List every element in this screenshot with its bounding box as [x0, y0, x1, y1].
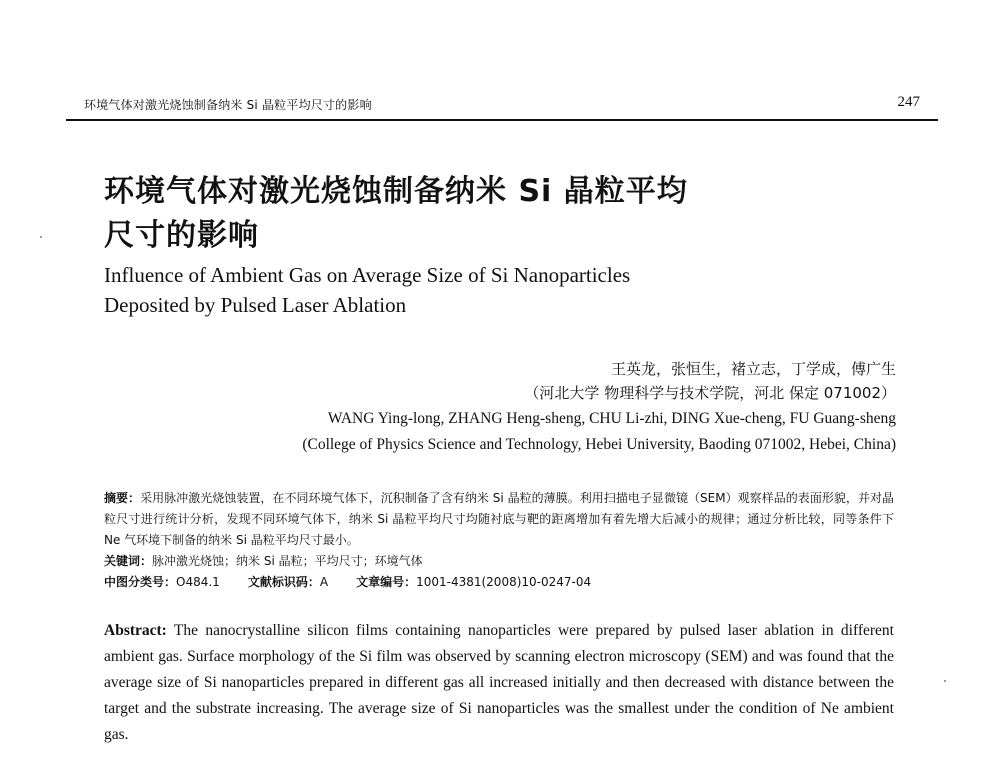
title-cn-line-1: 环境气体对激光烧蚀制备纳米 Si 晶粒平均	[104, 174, 688, 209]
title-cn-line-2: 尺寸的影响	[104, 218, 259, 253]
doc-code-label: 文献标识码：	[247, 575, 320, 589]
title-en-line-1: Influence of Ambient Gas on Average Size of Si Nanoparticles	[104, 263, 631, 287]
keywords-line	[104, 551, 894, 572]
authors-en: WANG Ying-long, ZHANG Heng-sheng, CHU Li-zhi, DING Xue-cheng, FU Guang-sheng	[327, 410, 896, 427]
keywords-text: 脉冲激光烧蚀；纳米 Si 晶粒；平均尺寸；环境气体	[152, 554, 423, 568]
abstract-cn-text: 采用脉冲激光烧蚀装置，在不同环境气体下，沉积制备了含有纳米 Si 晶粒的薄膜。利用扫描电子显微镜（SEM）观察样品的表面形貌，并对晶粒尺寸进行统计分析，发现不同环境气体下，纳米 Si 晶粒平均尺寸均随衬底与靶的距离增加有着先增大后减小的规律；通过分析比较，同等条件下 Ne 气环境下制备的纳米 Si 晶粒平均尺寸最小。	[104, 491, 894, 547]
abstract-cn-body	[104, 488, 894, 551]
article-no-value: 1001-4381(2008)10-0247-04	[416, 575, 592, 589]
abstract-chinese	[104, 488, 894, 593]
scan-speck	[944, 680, 946, 682]
title-en-line-2: Deposited by Pulsed Laser Ablation	[104, 293, 407, 317]
running-title: 环境气体对激光烧蚀制备纳米 Si 晶粒平均尺寸的影响	[84, 98, 372, 112]
title-english	[104, 260, 864, 320]
affiliation-en: (College of Physics Science and Technology, Hebei University, Baoding 071002, Hebei, China)	[302, 436, 896, 453]
running-header	[66, 96, 938, 116]
class-label: 中图分类号：	[104, 575, 177, 589]
header-rule	[66, 119, 938, 121]
abstract-en-label: Abstract:	[104, 622, 167, 639]
abstract-english	[104, 618, 894, 748]
abstract-cn-label: 摘要：	[104, 491, 141, 505]
authors-block	[76, 357, 896, 457]
class-value: O484.1	[176, 575, 220, 589]
page-number: 247	[897, 94, 920, 110]
doc-code-value: A	[319, 575, 329, 589]
scan-speck	[40, 236, 42, 238]
classification-line	[104, 572, 894, 593]
affiliation-cn: （河北大学 物理科学与技术学院，河北 保定 071002）	[524, 384, 896, 402]
abstract-en-text: The nanocrystalline silicon films containing nanoparticles were prepared by pulsed laser ablation in different ambient gas. Surface morphology of the Si film was observed by scanning electron microscopy (SEM) and was found that the average size of Si nanoparticles prepared in different gas all increased initially and then decreased with distance between the target and the substrate increasing. The average size of Si nanoparticles was the smallest under the condition of Ne ambient gas.	[104, 622, 894, 743]
authors-cn: 王英龙，张恒生，褚立志，丁学成，傅广生	[610, 360, 896, 378]
article-no-label: 文章编号：	[356, 575, 417, 589]
title-chinese	[104, 170, 804, 258]
keywords-label: 关键词：	[104, 554, 153, 568]
